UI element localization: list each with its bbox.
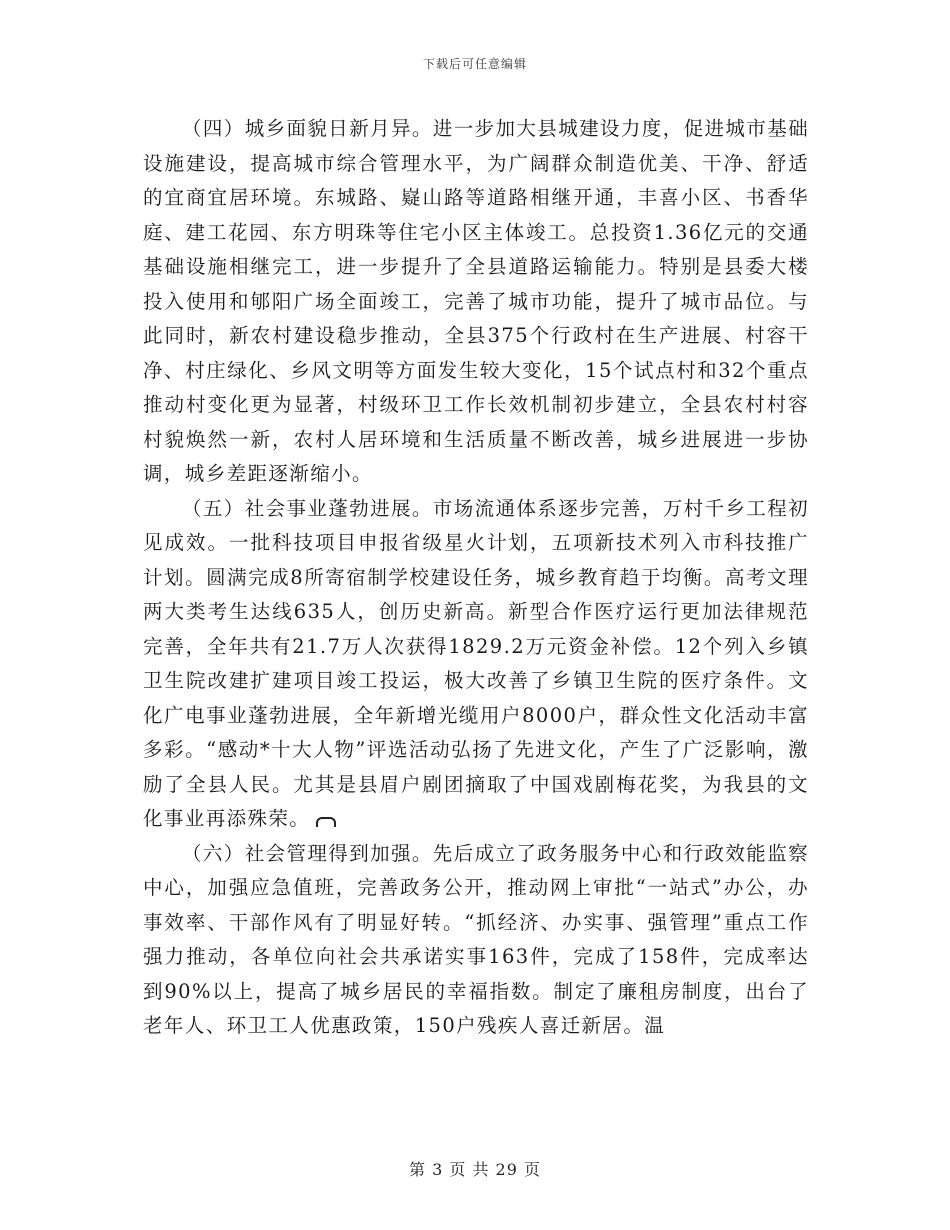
- page-header: 下载后可任意编辑: [422, 57, 527, 71]
- paragraph-section-6: [143, 837, 809, 1044]
- paragraph-section-5: [143, 492, 809, 837]
- paragraph-section-4: [143, 112, 809, 492]
- paragraph-end-mark-icon: [316, 817, 336, 827]
- page-number-footer: 第 3 页 共 29 页: [409, 1160, 541, 1179]
- paragraph-text: （六）社会管理得到加强。先后成立了政务服务中心和行政效能监察中心，加强应急值班，完善政务公开，推动网上审批“一站式”办公，办事效率、干部作风有了明显好转。“抓经济、办实事、强管理”重点工作强力推动，各单位向社会共承诺实事163件，完成了158件，完成率达到90%以上，提高了城乡居民的幸福指数。制定了廉租房制度，出台了老年人、环卫工人优惠政策，150户残疾人喜迁新居。温: [143, 841, 810, 1037]
- paragraph-text: （五）社会事业蓬勃进展。市场流通体系逐步完善，万村千乡工程初见成效。一批科技项目申报省级星火计划，五项新技术列入市科技推广计划。圆满完成8所寄宿制学校建设任务，城乡教育趋于均衡。高考文理两大类考生达线635人，创历史新高。新型合作医疗运行更加法律规范完善，全年共有21.7万人次获得1829.2万元资金补偿。12个列入乡镇卫生院改建扩建项目竣工投运，极大改善了乡镇卫生院的医疗条件。文化广电事业蓬勃进展，全年新增光缆用户8000户，群众性文化活动丰富多彩。“感动*十大人物”评选活动弘扬了先进文化，产生了广泛影响，激励了全县人民。尤其是县眉户剧团摘取了中国戏剧梅花奖，为我县的文化事业再添殊荣。: [143, 496, 810, 830]
- paragraph-text: （四）城乡面貌日新月异。进一步加大县城建设力度，促进城市基础设施建设，提高城市综合管理水平，为广阔群众制造优美、干净、舒适的宜商宜居环境。东城路、嶷山路等道路相继开通，丰喜小区、书香华庭、建工花园、东方明珠等住宅小区主体竣工。总投资1.36亿元的交通基础设施相继完工，进一步提升了全县道路运输能力。特别是县委大楼投入使用和郇阳广场全面竣工，完善了城市功能，提升了城市品位。与此同时，新农村建设稳步推动，全县375个行政村在生产进展、村容干净、村庄绿化、乡风文明等方面发生较大变化，15个试点村和32个重点推动村变化更为显著，村级环卫工作长效机制初步建立，全县农村村容村貌焕然一新，农村人居环境和生活质量不断改善，城乡进展进一步协调，城乡差距逐渐缩小。: [143, 117, 810, 485]
- document-body: [143, 112, 809, 1044]
